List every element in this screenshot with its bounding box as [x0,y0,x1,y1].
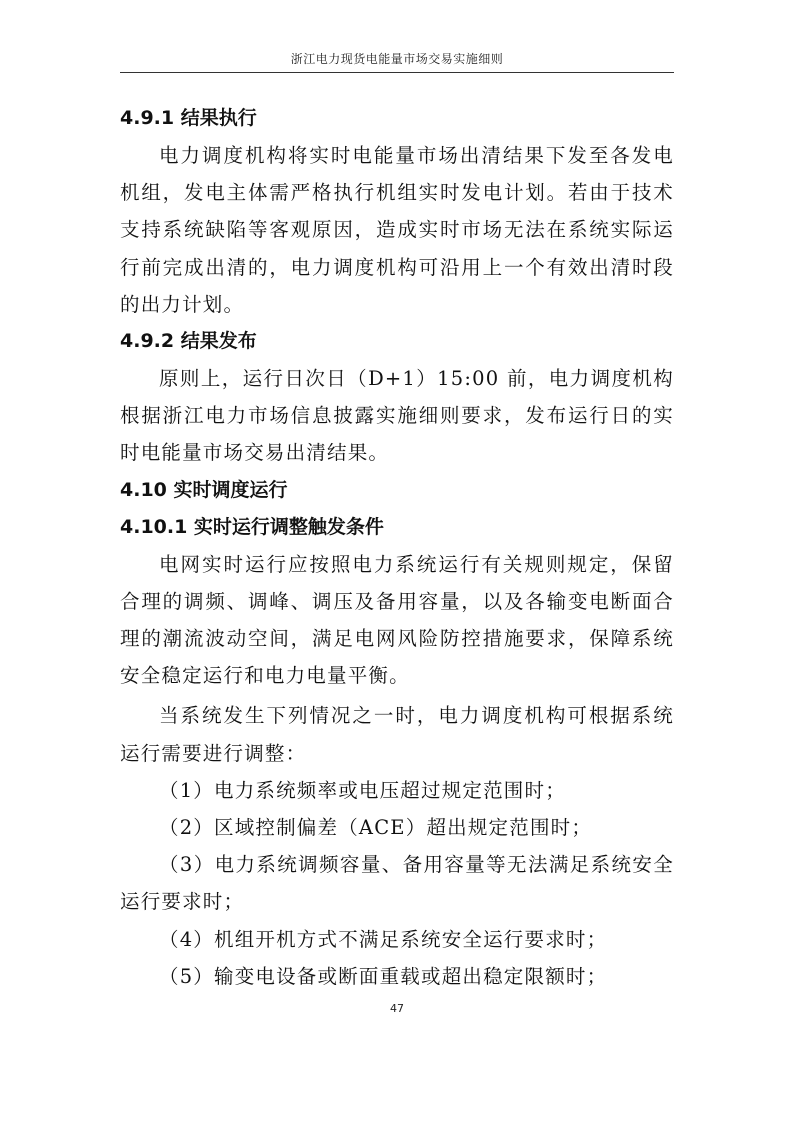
section-heading: 4.9.2 结果发布 [120,330,257,353]
list-item: （1）电力系统频率或电压超过规定范围时； [159,778,566,802]
section-heading: 4.10 实时调度运行 [120,478,288,501]
list-item: （5）输变电设备或断面重载或超出稳定限额时； [159,964,608,988]
list-item: （4）机组开机方式不满足系统安全运行要求时； [159,927,608,951]
list-item: （2）区域控制偏差（ACE）超出规定范围时； [159,816,593,840]
body-paragraph: 当系统发生下列情况之一时，电力调度机构可根据系统运行需要进行调整： [120,704,674,765]
body-paragraph: 电力调度机构将实时电能量市场出清结果下发至各发电机组，发电主体需严格执行机组实时发电计划。若由于技术支持系统缺陷等客观原因，造成实时市场无法在系统实际运行前完成出清的，电力调度机构可沿用上一个有效出清时段的出力计划。 [120,144,674,316]
list-item: （3）电力系统调频容量、备用容量等无法满足系统安全运行要求时； [120,853,674,914]
header-rule [120,72,674,73]
running-header: 浙江电力现货电能量市场交易实施细则 [290,52,504,66]
section-heading: 4.10.1 实时运行调整触发条件 [120,515,384,538]
section-heading: 4.9.1 结果执行 [120,107,257,129]
body-paragraph: 原则上，运行日次日（D+1）15:00 前，电力调度机构根据浙江电力市场信息披露实施细则要求，发布运行日的实时电能量市场交易出清结果。 [120,367,674,465]
document-body [120,100,674,995]
page-number: 47 [390,1002,404,1015]
body-paragraph: 电网实时运行应按照电力系统运行有关规则规定，保留合理的调频、调峰、调压及备用容量，以及各输变电断面合理的潮流波动空间，满足电网风险防控措施要求，保障系统安全稳定运行和电力电量平衡。 [120,552,674,688]
